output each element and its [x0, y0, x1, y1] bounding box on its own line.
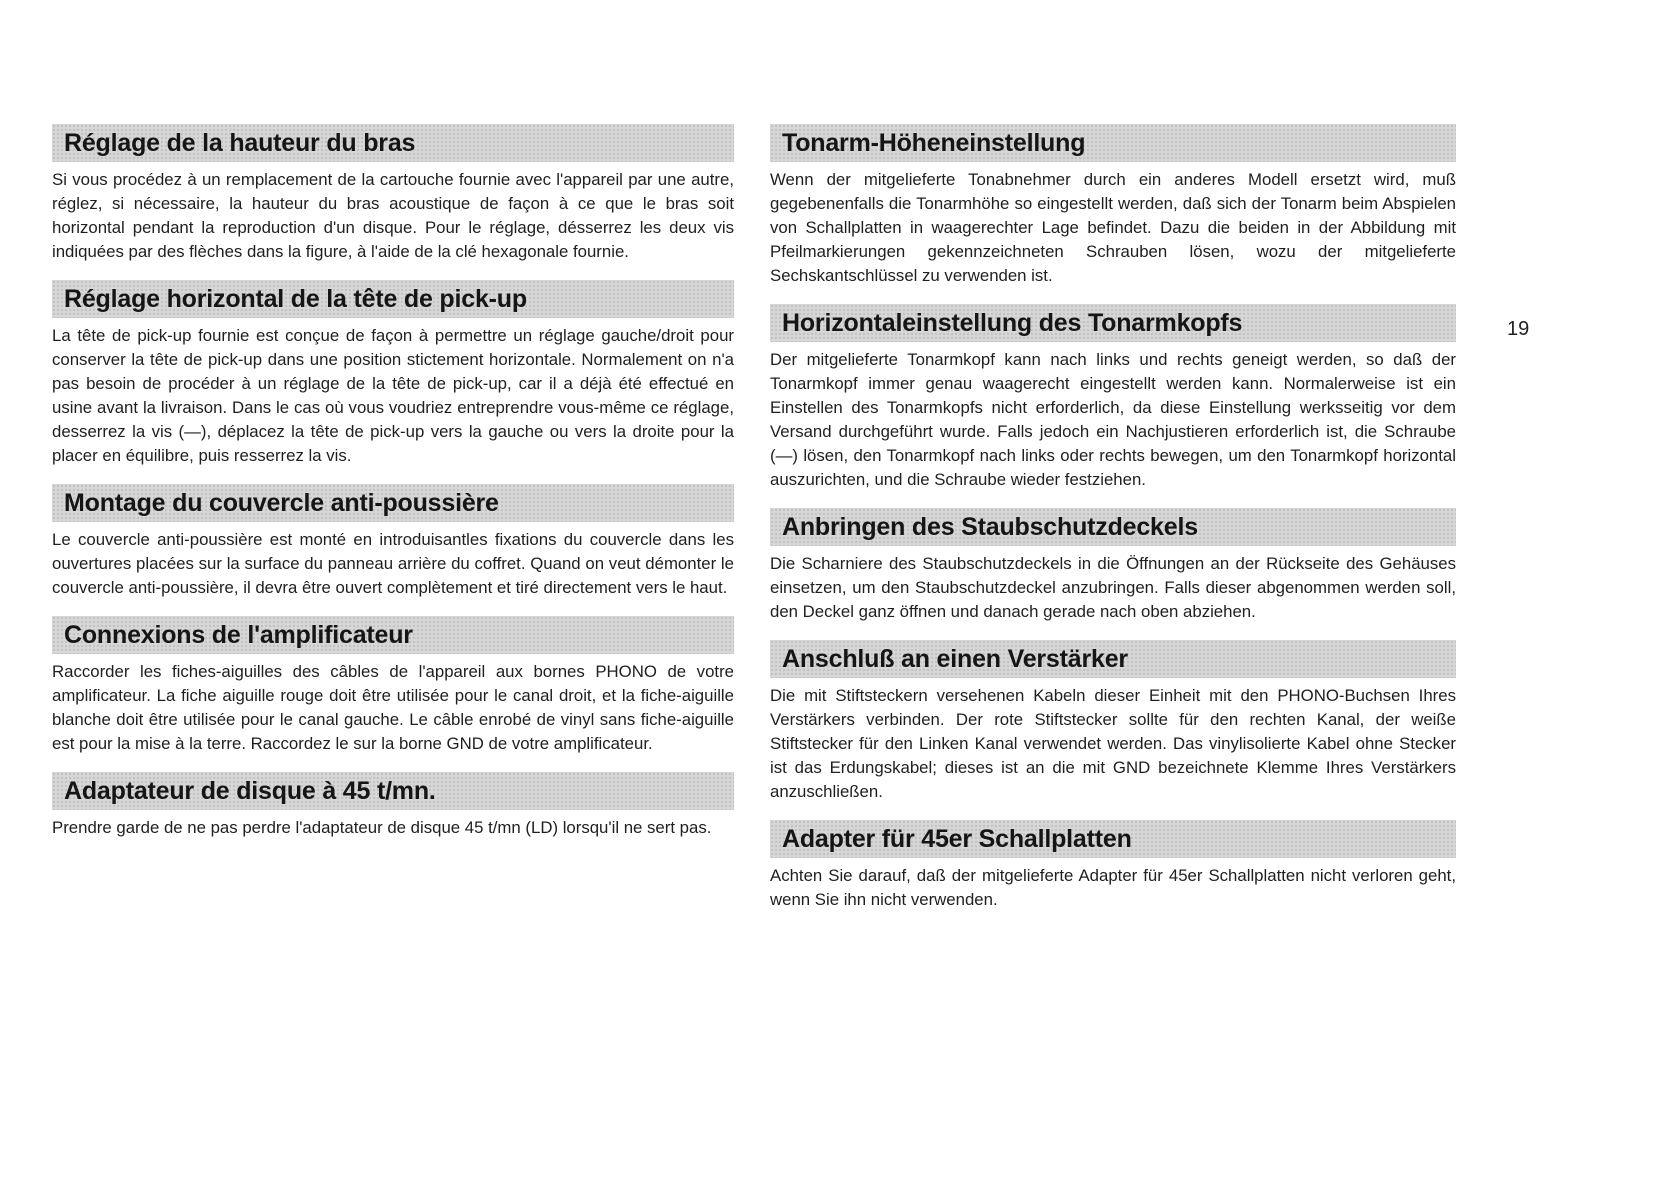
- section-reglage-horizontal-tete: [52, 280, 734, 468]
- section-adapter-45er: [770, 820, 1456, 912]
- section-heading: Réglage de la hauteur du bras: [52, 124, 734, 162]
- section-heading: Adapter für 45er Schallplatten: [770, 820, 1456, 858]
- section-montage-couvercle: [52, 484, 734, 600]
- section-reglage-hauteur-bras: [52, 124, 734, 264]
- section-horizontaleinstellung-tonarmkopf: [770, 304, 1456, 492]
- section-staubschutzdeckel: [770, 508, 1456, 624]
- german-column: [770, 124, 1456, 928]
- section-heading: Anbringen des Staubschutzdeckels: [770, 508, 1456, 546]
- section-connexions-amplificateur: [52, 616, 734, 756]
- section-heading: Anschluß an einen Verstärker: [770, 640, 1456, 678]
- section-body: Raccorder les fiches-aiguilles des câbles de l'appareil aux bornes PHONO de votre amplificateur. La fiche aiguille rouge doit être utilisée pour le canal droit, et la fiche-aiguille blanche doit être utilisée pour le canal gauche. Le câble enrobé de vinyl sans fiche-aiguille est pour la mise à la terre. Raccordez le sur la borne GND de votre amplificateur.: [52, 662, 734, 753]
- section-heading: Réglage horizontal de la tête de pick-up: [52, 280, 734, 318]
- section-anschluss-verstaerker: [770, 640, 1456, 804]
- section-adaptateur-disque: [52, 772, 734, 840]
- section-heading: Horizontaleinstellung des Tonarmkopfs: [770, 304, 1456, 342]
- section-tonarm-hoeheneinstellung: [770, 124, 1456, 288]
- section-body: Der mitgelieferte Tonarmkopf kann nach links und rechts geneigt werden, so daß der Tonarmkopf immer genau waagerecht eingestellt werden kann. Normalerweise ist ein Einstellen des Tonarmkopfs nicht erforderlich, da diese Einstellung werksseitig vor dem Versand durchgeführt wurde. Falls jedoch ein Nachjustieren erforderlich ist, die Schraube (—) lösen, den Tonarmkopf nach links oder rechts bewegen, um den Tonarmkopf horizontal auszurichten, und die Schraube wieder festziehen.: [770, 350, 1456, 489]
- french-column: [52, 124, 734, 856]
- section-body: Prendre garde de ne pas perdre l'adaptateur de disque 45 t/mn (LD) lorsqu'il ne sert pas.: [52, 818, 712, 837]
- section-body: La tête de pick-up fournie est conçue de façon à permettre un réglage gauche/droit pour conserver la tête de pick-up dans une position stictement horizontale. Normalement on n'a pas besoin de procéder à un réglage de la tête de pick-up, car il a déjà été effectué en usine avant la livraison. Dans le cas où vous voudriez entreprendre vous-même ce réglage, desserrez la vis (—), déplacez la tête de pick-up vers la gauche ou vers la droite pour la placer en équilibre, puis resserrez la vis.: [52, 326, 734, 465]
- page-number: 19: [1507, 318, 1530, 340]
- section-body: Wenn der mitgelieferte Tonabnehmer durch ein anderes Modell ersetzt wird, muß gegebenenfalls die Tonarmhöhe so eingestellt werden, daß sich der Tonarm beim Abspielen von Schallplatten in waagerechter Lage befindet. Dazu die beiden in der Abbildung mit Pfeilmarkierungen gekennzeichneten Schrauben lösen, wozu der mitgelieferte Sechskantschlüssel zu verwenden ist.: [770, 170, 1456, 285]
- section-body: Die Scharniere des Staubschutzdeckels in die Öffnungen an der Rückseite des Gehäuses einsetzen, um den Staubschutzdeckel anzubringen. Falls dieser abgenommen werden soll, den Deckel ganz öffnen und danach gerade nach oben abziehen.: [770, 554, 1456, 621]
- section-body: Die mit Stiftsteckern versehenen Kabeln dieser Einheit mit den PHONO-Buchsen Ihres Verstärkers verbinden. Der rote Stiftstecker sollte für den rechten Kanal, der weiße Stiftstecker für den Linken Kanal verwendet werden. Das vinylisolierte Kabel ohne Stecker ist das Erdungskabel; dieses ist an die mit GND bezeichnete Klemme Ihres Verstärkers anzuschließen.: [770, 686, 1456, 801]
- section-heading: Tonarm-Höheneinstellung: [770, 124, 1456, 162]
- section-heading: Montage du couvercle anti-poussière: [52, 484, 734, 522]
- section-body: Achten Sie darauf, daß der mitgelieferte Adapter für 45er Schallplatten nicht verloren geht, wenn Sie ihn nicht verwenden.: [770, 866, 1456, 909]
- section-body: Si vous procédez à un remplacement de la cartouche fournie avec l'appareil par une autre, réglez, si nécessaire, la hauteur du bras acoustique de façon à ce que le bras soit horizontal pendant la reproduction d'un disque. Pour le réglage, désserrez les deux vis indiquées par des flèches dans la figure, à l'aide de la clé hexagonale fournie.: [52, 170, 734, 261]
- section-body: Le couvercle anti-poussière est monté en introduisantles fixations du couvercle dans les ouvertures placées sur la surface du panneau arrière du coffret. Quand on veut démonter le couvercle anti-poussière, il devra être ouvert complètement et tiré directement vers le haut.: [52, 530, 734, 597]
- section-heading: Adaptateur de disque à 45 t/mn.: [52, 772, 734, 810]
- section-heading: Connexions de l'amplificateur: [52, 616, 734, 654]
